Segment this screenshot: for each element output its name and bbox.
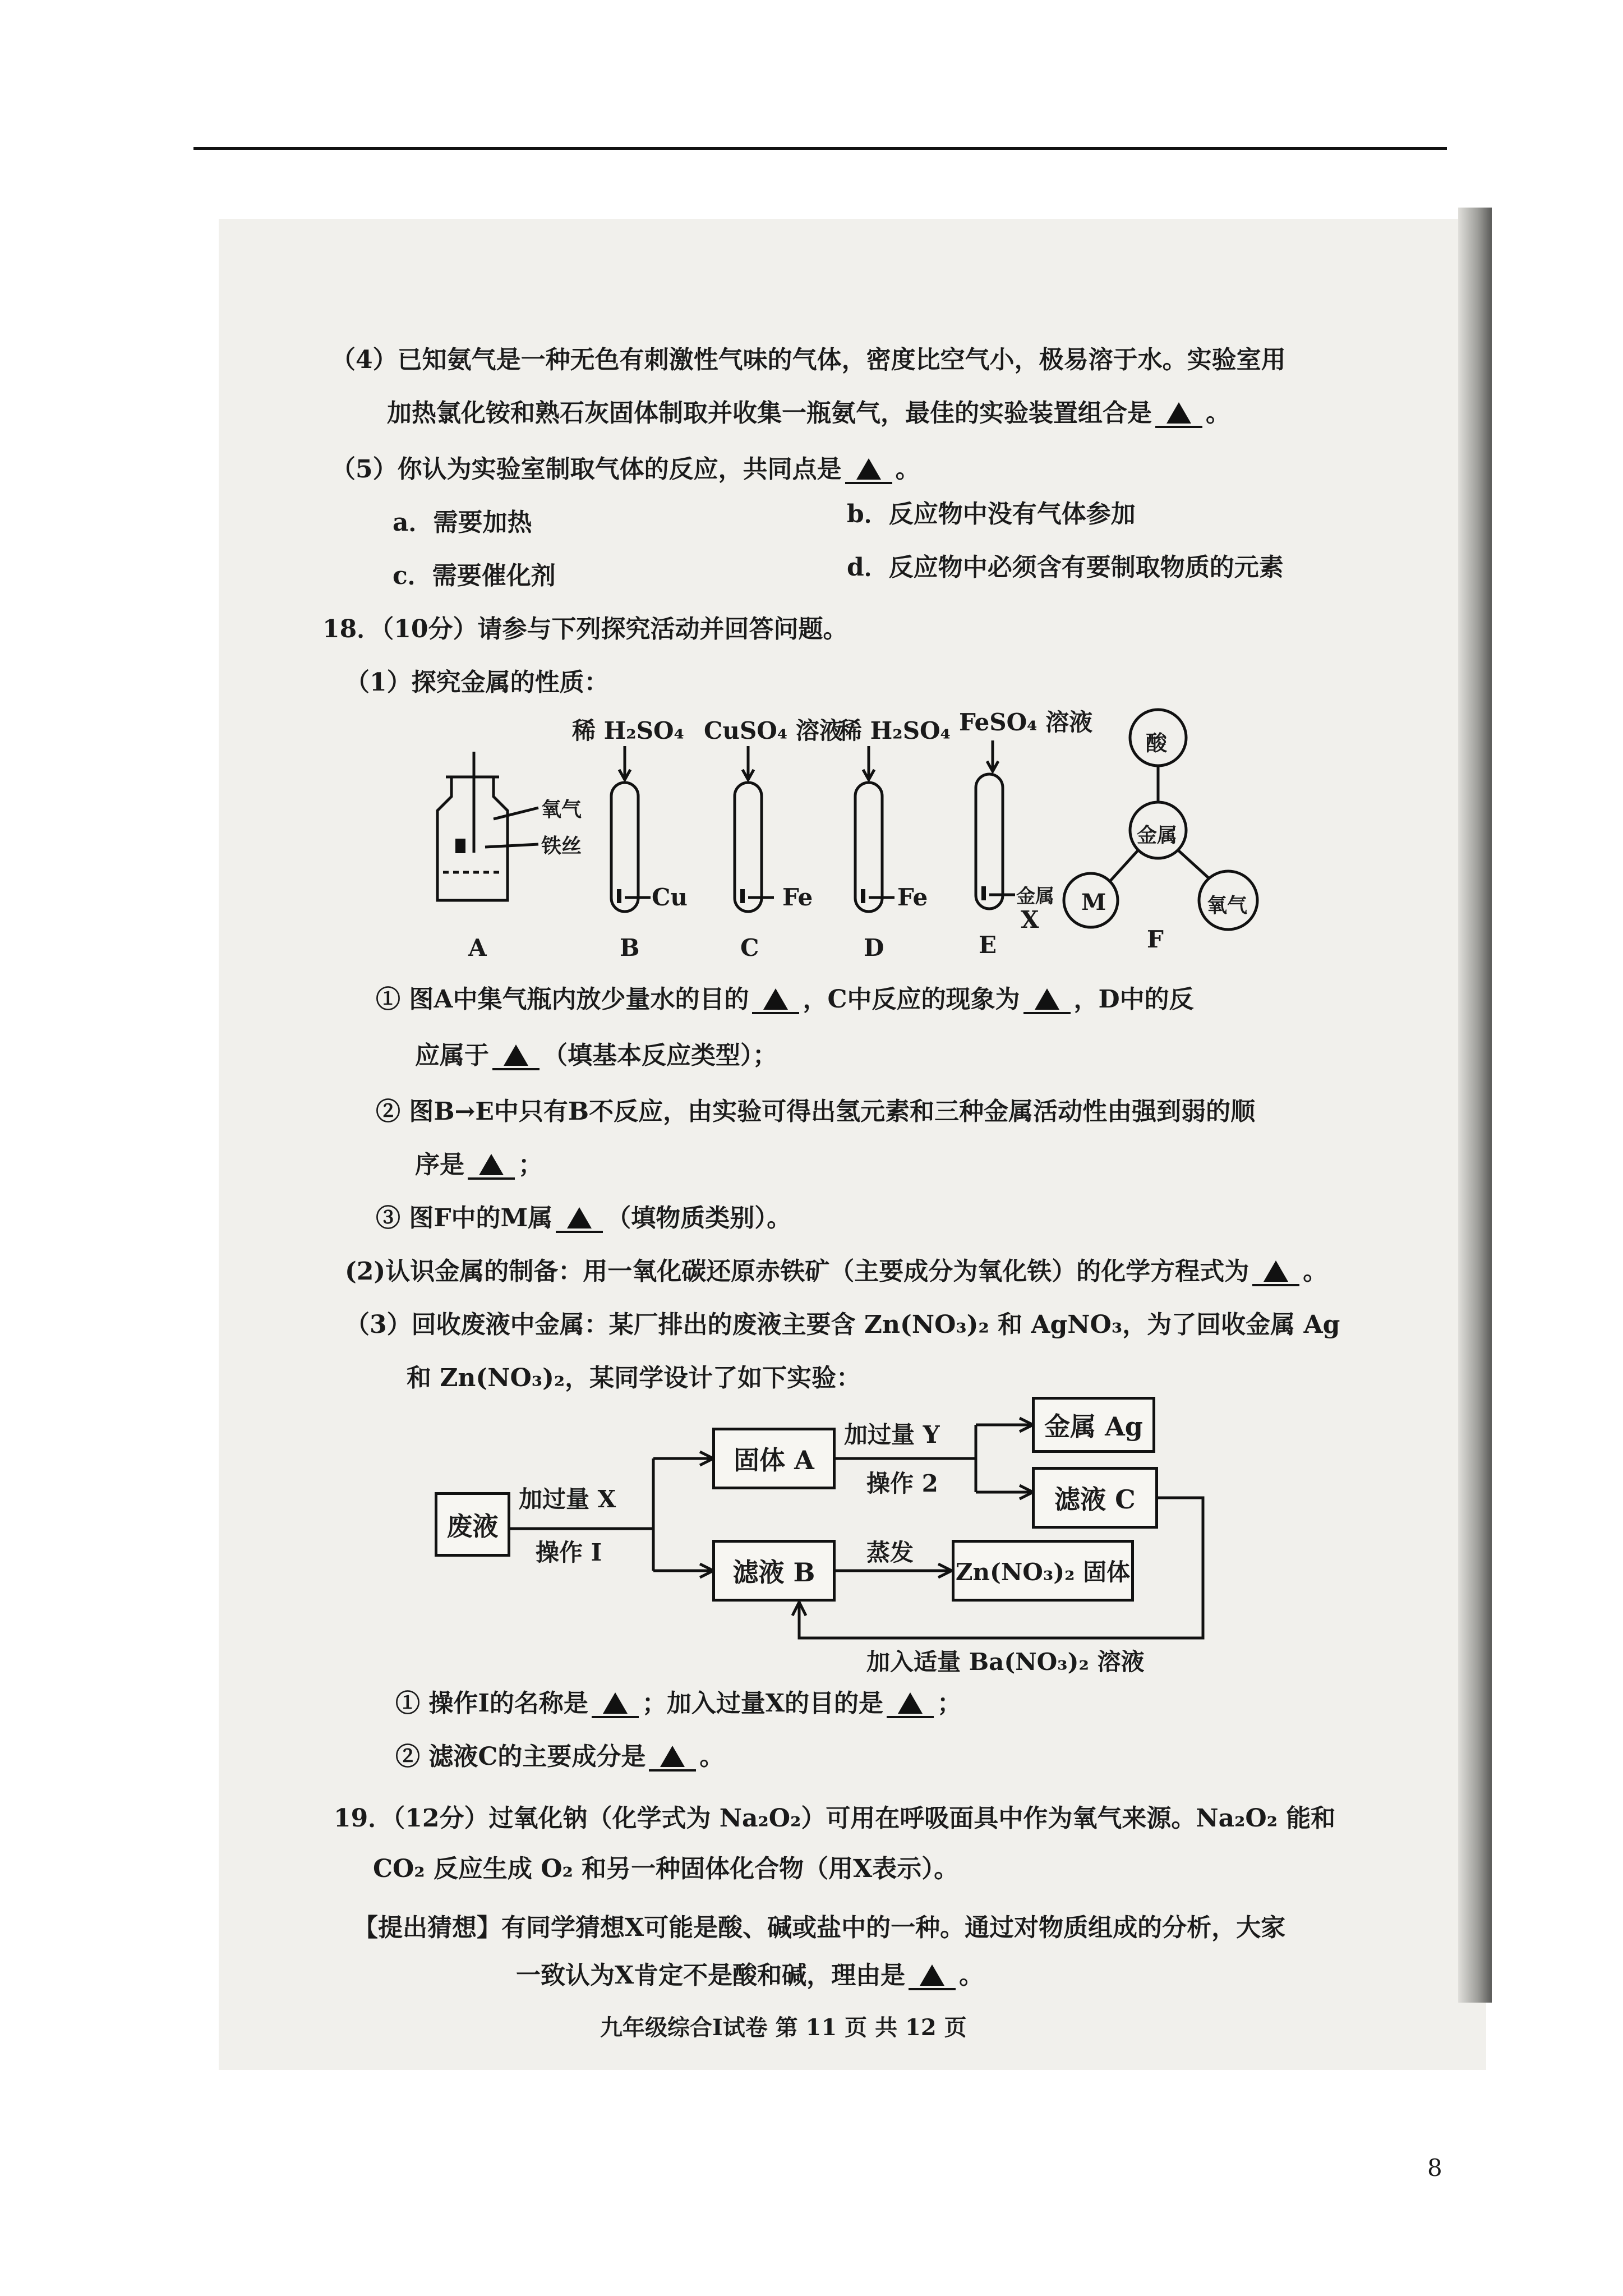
answer-triangle-icon [660,1746,685,1767]
reagent-label-d: 稀 H₂SO₄ [838,717,951,744]
q17-5-stem: （5）你认为实验室制取气体的反应，共同点是 。 [331,455,920,484]
metal-label-c: Fe [782,884,813,911]
flow-box-filtrate-b: 滤液 B [712,1540,836,1602]
answer-triangle-icon [1035,988,1059,1010]
metal-label-x: X [1021,906,1039,933]
q18-3-q2: ② 滤液C的主要成分是 。 [395,1742,725,1771]
q18-2-line2: 序是 ； [415,1151,543,1179]
flow-box-zn-solid: Zn(NO₃)₂ 固体 [952,1540,1134,1602]
q19-line2: CO₂ 反应生成 O₂ 和另一种固体化合物（用X表示）。 [373,1855,959,1883]
q18-3: ③ 图F中的M属 （填物质类别）。 [376,1204,792,1232]
answer-blank[interactable] [887,1691,934,1718]
metal-label-e: 金属 [1016,885,1054,908]
answer-blank[interactable] [556,1206,603,1233]
answer-triangle-icon [1264,1260,1288,1282]
q19-line4: 一致认为X肯定不是酸和碱，理由是 。 [516,1961,984,1990]
test-tube-e [976,774,1003,909]
answer-blank[interactable] [468,1153,515,1180]
q17-4-line2: 加热氯化铵和熟石灰固体制取并收集一瓶氨气，最佳的实验装置组合是 。 [387,399,1230,427]
answer-blank[interactable] [752,987,799,1014]
flow-label-add-ba: 加入适量 Ba(NO₃)₂ 溶液 [866,1648,1145,1676]
q18-part3-line2: 和 Zn(NO₃)₂，某同学设计了如下实验： [407,1364,861,1392]
q18-3-q1: ① 操作I的名称是 ；加入过量X的目的是 ； [395,1689,962,1718]
reagent-label-b: 稀 H₂SO₄ [572,717,685,744]
iron-coil [455,839,465,853]
answer-triangle-icon [603,1692,628,1714]
q18-title: 18．（10分）请参与下列探究活动并回答问题。 [322,615,848,643]
flow-box-filtrate-c: 滤液 C [1032,1467,1158,1529]
q17-5-option-a: a．需要加热 [393,508,532,537]
f-acid-label: 酸 [1146,730,1168,756]
figure-letter-c: C [740,934,759,961]
answer-blank[interactable] [592,1691,639,1718]
answer-triangle-icon [898,1692,923,1714]
test-tube-c [735,783,762,912]
q18-1-line2: 应属于 （填基本反应类型）； [415,1041,777,1070]
flow-box-waste: 废液 [435,1492,510,1557]
reagent-label-e: FeSO₄ 溶液 [959,708,1093,736]
q18-part1-title: （1）探究金属的性质： [345,668,609,697]
answer-blank[interactable] [1252,1259,1299,1286]
reagent-label-c: CuSO₄ 溶液 [704,717,843,744]
q17-5-option-d: d．反应物中必须含有要制取物质的元素 [847,553,1284,582]
metal-label-d: Fe [897,884,928,911]
answer-triangle-icon [763,988,788,1010]
f-m-label: M [1081,889,1106,915]
q19-line3: 【提出猜想】有同学猜想X可能是酸、碱或盐中的一种。通过对物质组成的分析，大家 [353,1913,1286,1942]
figure-letter-b: B [620,934,640,961]
q17-5-option-b: b．反应物中没有气体参加 [847,500,1136,528]
answer-blank[interactable] [492,1043,540,1070]
flow-label-op1: 操作 I [536,1539,602,1566]
q18-part2: (2)认识金属的制备：用一氧化碳还原赤铁矿（主要成分为氧化铁）的化学方程式为 。 [345,1257,1328,1286]
metal-label-b: Cu [652,884,688,911]
answer-blank[interactable] [909,1963,956,1990]
q19-line1: 19．（12分）过氧化钠（化学式为 Na₂O₂）可用在呼吸面具中作为氧气来源。Na₂O₂ 能和 [334,1804,1336,1833]
answer-blank[interactable] [649,1745,696,1772]
f-oxygen-label: 氧气 [1207,894,1248,917]
f-metal-label: 金属 [1137,823,1178,847]
flow-box-solid-a: 固体 A [712,1428,836,1489]
answer-triangle-icon [504,1045,528,1066]
q17-4-line1: （4）已知氨气是一种无色有刺激性气味的气体，密度比空气小，极易溶于水。实验室用 [331,346,1286,374]
figure-letter-f: F [1147,926,1164,953]
answer-triangle-icon [567,1207,592,1228]
label-iron-wire: 铁丝 [541,834,582,858]
q17-5-option-c: c．需要催化剂 [393,562,556,590]
answer-triangle-icon [920,1964,944,1986]
figure-letter-d: D [864,934,884,961]
q18-1-line1: ① 图A中集气瓶内放少量水的目的 ，C中反应的现象为 ，D中的反 [376,985,1194,1014]
flow-label-op2: 操作 2 [866,1470,938,1497]
test-tube-d [855,783,882,912]
flow-label-add-y: 加过量 Y [844,1421,940,1448]
q18-2-line1: ② 图B→E中只有B不反应，由实验可得出氢元素和三种金属活动性由强到弱的顺 [376,1097,1256,1126]
label-oxygen: 氧气 [541,798,582,821]
page-footer: 九年级综合I试卷 第 11 页 共 12 页 [600,2014,967,2041]
flow-box-metal-ag: 金属 Ag [1032,1397,1155,1453]
figure-letter-e: E [979,931,997,959]
flow-label-evaporate: 蒸发 [866,1539,914,1566]
flow-label-add-x: 加过量 X [519,1485,616,1513]
q18-part3-line1: （3）回收废液中金属：某厂排出的废液主要含 Zn(NO₃)₂ 和 AgNO₃，为了回收金属 Ag [345,1310,1340,1339]
answer-triangle-icon [479,1154,504,1175]
answer-blank[interactable] [1023,987,1071,1014]
test-tube-b [611,783,638,912]
page-number: 8 [1427,2154,1442,2182]
figure-letter-a: A [468,934,487,961]
